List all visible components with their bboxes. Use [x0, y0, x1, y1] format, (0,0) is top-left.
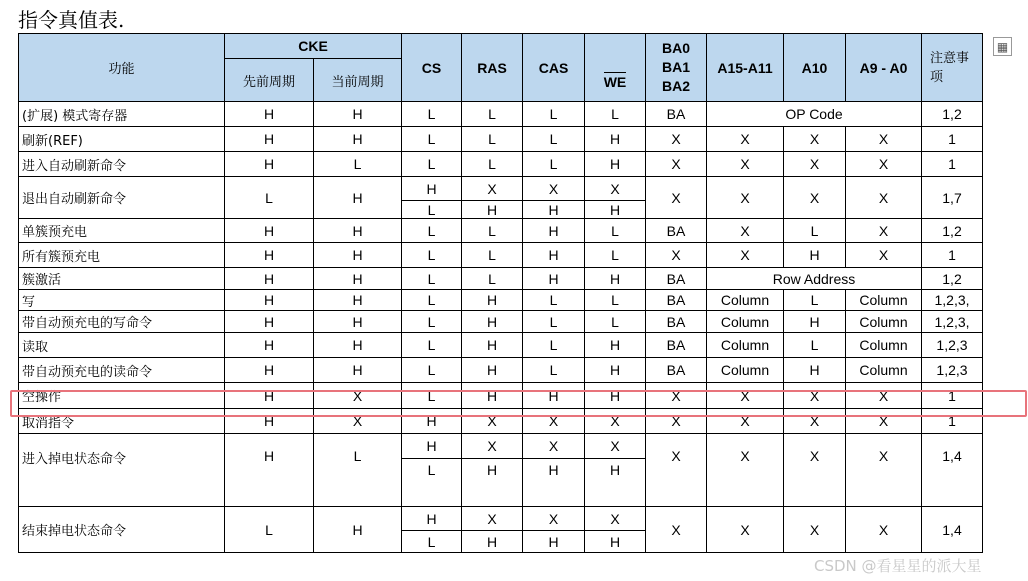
cell: H [523, 201, 585, 219]
cell: H [314, 102, 402, 127]
cell-function: 带自动预充电的写命令 [19, 311, 225, 333]
cell: X [646, 383, 707, 409]
cell: Column [707, 333, 784, 358]
cell: H [225, 268, 314, 290]
col-note [922, 34, 983, 102]
col-cs: CS [402, 34, 462, 102]
cell: L [402, 459, 462, 507]
cell: L [523, 333, 585, 358]
cell: X [707, 409, 784, 434]
cell: X [707, 434, 784, 507]
cell: H [784, 311, 846, 333]
cell: X [523, 409, 585, 434]
col-a10: A10 [784, 34, 846, 102]
cell: L [585, 243, 646, 268]
cell-function: 退出自动刷新命令 [19, 177, 225, 219]
cell: X [707, 177, 784, 219]
cell: H [314, 219, 402, 243]
cell: L [402, 219, 462, 243]
cell: X [846, 177, 922, 219]
table-row [19, 152, 983, 177]
cell: L [523, 358, 585, 383]
cell: H [314, 311, 402, 333]
watermark: CSDN @看星星的派大星 [814, 557, 982, 575]
cell: X [523, 434, 585, 459]
cell: H [402, 434, 462, 459]
cell-note: 1 [922, 152, 983, 177]
cell: L [523, 127, 585, 152]
highlight-box [10, 390, 1027, 417]
cell: H [225, 127, 314, 152]
cell-function: 空操作 [19, 383, 225, 409]
cell: H [585, 268, 646, 290]
cell: L [462, 268, 523, 290]
cell: X [846, 409, 922, 434]
cell: H [225, 333, 314, 358]
cell: L [523, 311, 585, 333]
cell-note: 1,2 [922, 268, 983, 290]
cell-op-code: OP Code [707, 102, 922, 127]
we-label: WE [603, 74, 627, 90]
col-cke-prev: 先前周期 [225, 59, 314, 102]
cell: L [314, 152, 402, 177]
cell: X [523, 507, 585, 531]
cell: L [784, 219, 846, 243]
cell-note: 1 [922, 383, 983, 409]
cell-function: 单簇预充电 [19, 219, 225, 243]
cell-note: 1,2 [922, 219, 983, 243]
cell-note: 1 [922, 243, 983, 268]
cell: X [585, 409, 646, 434]
cell: X [846, 219, 922, 243]
cell: H [225, 358, 314, 383]
note-line1: 注意事 [930, 50, 970, 66]
note-line2: 项 [930, 69, 944, 85]
cell: L [784, 333, 846, 358]
cell: H [523, 383, 585, 409]
table-row [19, 102, 983, 127]
cell: X [585, 507, 646, 531]
cell: H [585, 531, 646, 553]
cell: L [462, 102, 523, 127]
table-row [19, 311, 983, 333]
cell: H [523, 219, 585, 243]
col-function: 功能 [19, 34, 225, 102]
cell: X [314, 409, 402, 434]
cell: H [314, 127, 402, 152]
cell: L [585, 102, 646, 127]
col-cke: CKE [225, 34, 402, 59]
ba1-label: BA1 [661, 59, 690, 75]
cell-function: 带自动预充电的读命令 [19, 358, 225, 383]
cell: H [462, 358, 523, 383]
cell: Column [707, 290, 784, 311]
cell: H [225, 311, 314, 333]
cell-note: 1,2,3, [922, 290, 983, 311]
cell-function: 结束掉电状态命令 [19, 507, 225, 553]
cell: BA [646, 333, 707, 358]
cell: X [846, 243, 922, 268]
cell: X [462, 177, 523, 201]
cell: H [402, 177, 462, 201]
cell: X [462, 409, 523, 434]
cell: X [646, 152, 707, 177]
cell-note: 1,4 [922, 507, 983, 553]
table-view-icon[interactable]: ▦ [993, 37, 1012, 56]
cell: H [225, 243, 314, 268]
cell-function: 进入掉电状态命令 [19, 434, 225, 507]
cell: H [314, 333, 402, 358]
cell: X [646, 409, 707, 434]
cell: X [784, 434, 846, 507]
cell: X [585, 177, 646, 201]
cell: H [523, 531, 585, 553]
cell: X [784, 409, 846, 434]
cell: H [314, 268, 402, 290]
cell: X [707, 152, 784, 177]
cell: BA [646, 358, 707, 383]
cell: L [402, 102, 462, 127]
cell: Column [846, 290, 922, 311]
cell: H [225, 102, 314, 127]
cell: BA [646, 268, 707, 290]
cell: L [585, 219, 646, 243]
cell-row-address: Row Address [707, 268, 922, 290]
cell: H [523, 459, 585, 507]
cell: X [784, 383, 846, 409]
table-row [19, 127, 983, 152]
ba2-label: BA2 [661, 78, 690, 94]
cell: BA [646, 290, 707, 311]
cell: H [585, 358, 646, 383]
cell: L [585, 290, 646, 311]
cell: H [462, 459, 523, 507]
cell: BA [646, 219, 707, 243]
cell: L [402, 243, 462, 268]
cell: H [462, 333, 523, 358]
cell: X [784, 152, 846, 177]
cell: H [585, 152, 646, 177]
cell: L [462, 152, 523, 177]
cell: H [314, 507, 402, 553]
cell-note: 1,7 [922, 177, 983, 219]
cell: H [523, 243, 585, 268]
table-row [19, 507, 983, 531]
cell: L [523, 290, 585, 311]
cell: H [314, 177, 402, 219]
cell-note: 1 [922, 127, 983, 152]
cell: Column [846, 333, 922, 358]
cell: H [314, 358, 402, 383]
cell: H [314, 290, 402, 311]
cell-note: 1,2,3, [922, 311, 983, 333]
table-row [19, 177, 983, 201]
cell-note: 1,2,3 [922, 358, 983, 383]
col-we [585, 34, 646, 102]
cell-note: 1 [922, 409, 983, 434]
cell: X [462, 507, 523, 531]
cell: H [402, 409, 462, 434]
cell-function: 簇激活 [19, 268, 225, 290]
cell: L [585, 311, 646, 333]
col-cas: CAS [523, 34, 585, 102]
cell: X [846, 383, 922, 409]
cell: X [784, 127, 846, 152]
cell: H [462, 290, 523, 311]
cell: X [646, 177, 707, 219]
cell: L [402, 290, 462, 311]
cell: Column [846, 358, 922, 383]
cell-note: 1,4 [922, 434, 983, 507]
cell: Column [707, 358, 784, 383]
table-row [19, 243, 983, 268]
cell: H [462, 311, 523, 333]
cell: H [585, 333, 646, 358]
cell: H [225, 434, 314, 507]
cell: L [402, 333, 462, 358]
col-ba [646, 34, 707, 102]
cell-function: (扩展) 模式寄存器 [19, 102, 225, 127]
cell: L [523, 102, 585, 127]
table-row [19, 268, 983, 290]
cell: X [846, 434, 922, 507]
cell: X [707, 127, 784, 152]
cell-function: 进入自动刷新命令 [19, 152, 225, 177]
cell: L [402, 358, 462, 383]
cell: X [707, 383, 784, 409]
table-row [19, 219, 983, 243]
cell: H [585, 383, 646, 409]
cell: H [225, 409, 314, 434]
cell: L [402, 152, 462, 177]
cell: H [585, 127, 646, 152]
cell: X [707, 219, 784, 243]
cell: Column [707, 311, 784, 333]
cell: Column [846, 311, 922, 333]
cell: X [646, 127, 707, 152]
cell: H [462, 531, 523, 553]
table-row [19, 290, 983, 311]
cell-note: 1,2 [922, 102, 983, 127]
cell: H [585, 459, 646, 507]
cell: L [523, 152, 585, 177]
cell-function: 写 [19, 290, 225, 311]
cell: L [402, 531, 462, 553]
cell: H [314, 243, 402, 268]
cell: H [462, 201, 523, 219]
cell: L [225, 507, 314, 553]
table-row [19, 434, 983, 459]
cell: H [523, 268, 585, 290]
ba0-label: BA0 [661, 40, 690, 56]
cell: X [784, 177, 846, 219]
cell: X [646, 507, 707, 553]
command-truth-table [18, 33, 983, 553]
cell: H [784, 358, 846, 383]
cell: L [402, 311, 462, 333]
cell: L [402, 268, 462, 290]
cell: L [225, 177, 314, 219]
cell: L [314, 434, 402, 507]
cell: H [225, 290, 314, 311]
cell: H [784, 243, 846, 268]
cell-function: 所有簇预充电 [19, 243, 225, 268]
table-row [19, 358, 983, 383]
col-ras: RAS [462, 34, 523, 102]
cell: X [846, 152, 922, 177]
table-row [19, 333, 983, 358]
cell: H [462, 383, 523, 409]
page-title: 指令真值表. [18, 8, 125, 32]
cell: X [707, 507, 784, 553]
cell: L [462, 219, 523, 243]
cell: L [462, 243, 523, 268]
col-a9-a0: A9 - A0 [846, 34, 922, 102]
cell: X [707, 243, 784, 268]
col-a15-a11: A15-A11 [707, 34, 784, 102]
cell-function: 刷新(REF) [19, 127, 225, 152]
cell: H [225, 383, 314, 409]
cell: L [402, 127, 462, 152]
cell: X [462, 434, 523, 459]
cell: L [402, 201, 462, 219]
cell-function: 取消指令 [19, 409, 225, 434]
cell: BA [646, 102, 707, 127]
cell: X [523, 177, 585, 201]
cell-note: 1,2,3 [922, 333, 983, 358]
col-cke-curr: 当前周期 [314, 59, 402, 102]
cell: H [585, 201, 646, 219]
cell: X [646, 243, 707, 268]
cell: X [646, 434, 707, 507]
cell: X [846, 127, 922, 152]
cell: H [402, 507, 462, 531]
cell-function: 读取 [19, 333, 225, 358]
cell: X [585, 434, 646, 459]
cell: X [314, 383, 402, 409]
cell: H [225, 152, 314, 177]
cell: L [784, 290, 846, 311]
cell: X [846, 507, 922, 553]
cell: L [402, 383, 462, 409]
cell: L [462, 127, 523, 152]
cell: BA [646, 311, 707, 333]
cell: X [784, 507, 846, 553]
cell: H [225, 219, 314, 243]
